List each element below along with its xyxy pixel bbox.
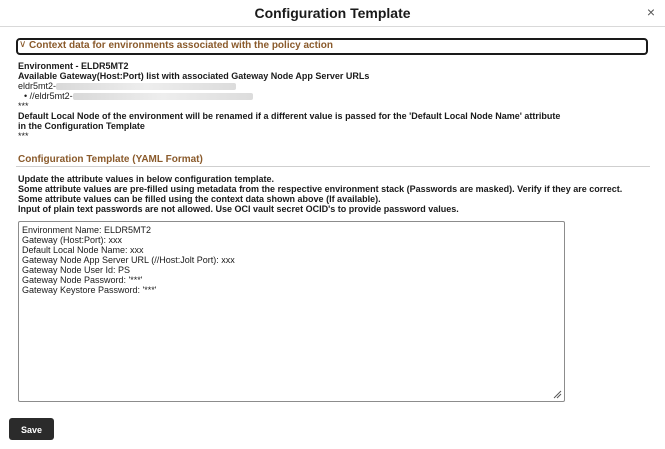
gateway-host-prefix: eldr5mt2- (18, 81, 57, 91)
separator-stars: *** (18, 101, 29, 111)
gateway-url-prefix: //eldr5mt2- (29, 91, 73, 101)
close-icon[interactable]: × (646, 4, 656, 20)
context-data-toggle[interactable] (16, 38, 648, 55)
local-node-note-line1: Default Local Node of the environment will be renamed if a different value is passed for the 'Default Local Node Name' attribute (18, 111, 561, 121)
section-divider (16, 166, 650, 167)
redacted-host (56, 83, 236, 90)
save-button[interactable]: Save (9, 418, 54, 440)
template-instructions (18, 174, 648, 214)
context-data-label: Context data for environments associated with the policy action (29, 40, 333, 51)
gateway-host-row (18, 81, 638, 91)
instruction-line: Update the attribute values in below configuration template. (18, 174, 275, 184)
instruction-line: Input of plain text passwords are not allowed. Use OCI vault secret OCID's to provide password values. (18, 204, 459, 214)
separator-stars-end: *** (18, 131, 29, 141)
chevron-down-icon: ∨ (19, 39, 27, 50)
environment-label: Environment - ELDR5MT2 (18, 61, 129, 71)
gateway-url-row: • //eldr5mt2- (18, 91, 638, 101)
dialog-title: Configuration Template (254, 5, 411, 21)
redacted-url (73, 93, 253, 100)
template-section-title: Configuration Template (YAML Format) (18, 154, 203, 165)
yaml-template-textarea[interactable] (18, 221, 565, 402)
resize-handle-icon[interactable] (552, 389, 562, 399)
local-node-note-line2: in the Configuration Template (18, 121, 145, 131)
dialog-header (0, 0, 665, 27)
instruction-line: Some attribute values can be filled using the context data shown above (If available). (18, 194, 381, 204)
instruction-line: Some attribute values are pre-filled using metadata from the respective environment stack (Passwords are masked). Verify if they are correct. (18, 184, 623, 194)
context-data-content (18, 61, 638, 141)
gateway-list-label: Available Gateway(Host:Port) list with associated Gateway Node App Server URLs (18, 71, 370, 81)
yaml-template-text: Environment Name: ELDR5MT2 Gateway (Host:Port): xxx Default Local Node Name: xxx Gateway Node App Server URL (//Host:Jolt Port): xxx Gateway Node User Id: PS Gateway Node Password: '***' Gateway Keystore Password: '***' (22, 225, 235, 295)
